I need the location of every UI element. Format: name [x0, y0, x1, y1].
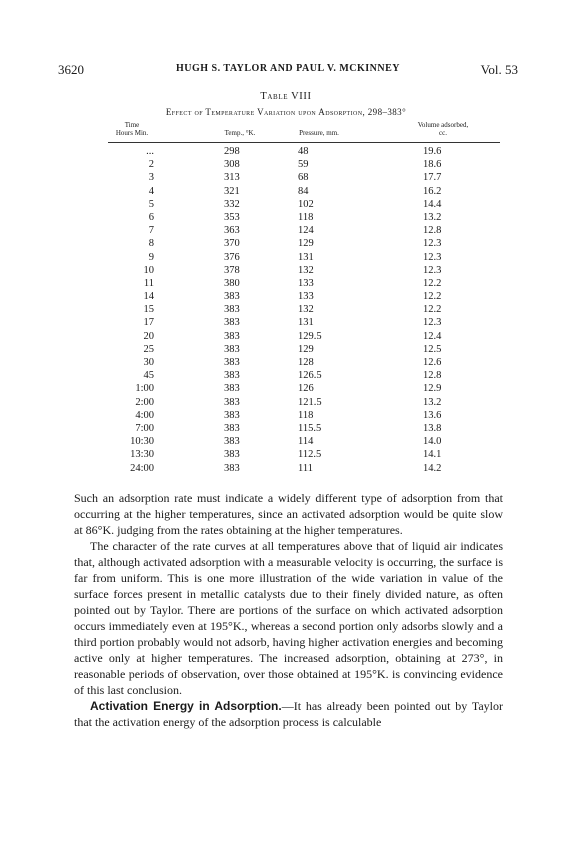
table-row	[0, 198, 572, 211]
volume-cell: 12.9	[423, 383, 442, 395]
table-row	[0, 409, 572, 422]
temp-cell: 308	[224, 159, 240, 171]
pressure-cell: 111	[298, 462, 313, 474]
table-row	[0, 462, 572, 475]
pressure-cell: 126.5	[298, 370, 322, 382]
table-row	[0, 211, 572, 224]
pressure-cell: 129	[298, 238, 314, 250]
temp-cell: 383	[224, 370, 240, 382]
table-row	[0, 145, 572, 158]
volume-cell: 12.8	[423, 370, 442, 382]
volume-cell: 12.3	[423, 264, 442, 276]
temp-cell: 376	[224, 251, 240, 263]
table-row	[0, 185, 572, 198]
pressure-cell: 114	[298, 436, 314, 448]
table-row	[0, 316, 572, 329]
temp-cell: 383	[224, 304, 240, 316]
table-row	[0, 330, 572, 343]
pressure-cell: 129	[298, 343, 314, 355]
time-cell: 3	[148, 172, 154, 184]
time-cell: 10	[143, 264, 154, 276]
temp-cell: 321	[224, 185, 240, 197]
temp-cell: 383	[224, 422, 240, 434]
volume-cell: 12.4	[423, 330, 442, 342]
volume-cell: 16.2	[423, 185, 442, 197]
volume-cell: 12.8	[423, 225, 442, 237]
table-row	[0, 303, 572, 316]
column-header-temp: Temp., °K.	[224, 129, 256, 137]
table-row	[0, 382, 572, 395]
table-row	[0, 396, 572, 409]
pressure-cell: 133	[298, 291, 314, 303]
time-cell: 6	[148, 211, 154, 223]
pressure-cell: 132	[298, 304, 314, 316]
table-row	[0, 251, 572, 264]
paragraph-3-text: —It has already been pointed out by Taylor that the activation energy of the adsorption process is calculable	[74, 699, 504, 729]
time-cell: 9	[148, 251, 154, 263]
running-head-authors: HUGH S. TAYLOR AND PAUL V. MCKINNEY	[175, 63, 401, 74]
column-header-volume	[388, 121, 498, 137]
table-row	[0, 369, 572, 382]
temp-cell: 370	[224, 238, 240, 250]
volume-cell: 12.2	[423, 291, 442, 303]
table-label: Table VIII	[260, 91, 312, 102]
paragraph-1: Such an adsorption rate must indicate a widely different type of adsorption from that occurring at the higher temperatures, since an activated adsorption would be quite slow at 86°K. judging from the rates obtaining at the higher temperatures.	[74, 491, 503, 537]
time-cell: 11	[143, 277, 154, 289]
time-cell: ...	[146, 146, 154, 157]
table-row	[0, 224, 572, 237]
temp-cell: 383	[224, 383, 240, 395]
column-header-time-line2: Hours Min.	[115, 129, 149, 137]
pressure-cell: 84	[298, 185, 309, 197]
temp-cell: 363	[224, 225, 240, 237]
volume-cell: 18.6	[423, 159, 442, 171]
time-cell: 7:00	[135, 422, 154, 434]
time-cell: 15	[143, 304, 154, 316]
table-row	[0, 356, 572, 369]
table-row	[0, 448, 572, 461]
volume-cell: 12.2	[423, 277, 442, 289]
temp-cell: 383	[224, 317, 240, 329]
temp-cell: 383	[224, 330, 240, 342]
volume-cell: 14.0	[423, 436, 442, 448]
column-header-time-line1: Time	[124, 121, 140, 129]
pressure-cell: 129.5	[298, 330, 322, 342]
table-row	[0, 277, 572, 290]
volume-cell: 12.3	[423, 317, 442, 329]
temp-cell: 378	[224, 264, 240, 276]
time-cell: 30	[143, 357, 154, 368]
time-cell: 8	[148, 238, 154, 250]
time-cell: 10:30	[130, 436, 154, 448]
pressure-cell: 121.5	[298, 396, 322, 408]
pressure-cell: 59	[298, 159, 309, 171]
table-row	[0, 158, 572, 171]
table-row	[0, 422, 572, 435]
time-cell: 2	[148, 159, 154, 171]
table-row	[0, 171, 572, 184]
column-header-time	[104, 121, 160, 137]
pressure-cell: 124	[298, 225, 314, 237]
pressure-cell: 131	[298, 317, 314, 329]
time-cell: 25	[143, 343, 154, 355]
volume-number: Vol. 53	[480, 62, 518, 77]
column-header-volume-line2: cc.	[439, 129, 447, 137]
table-row	[0, 290, 572, 303]
volume-cell: 19.6	[423, 146, 442, 157]
time-cell: 1:00	[135, 383, 154, 395]
temp-cell: 332	[224, 198, 240, 210]
time-cell: 2:00	[135, 396, 154, 408]
pressure-cell: 118	[298, 211, 314, 223]
column-header-pressure: Pressure, mm.	[299, 129, 339, 137]
temp-cell: 383	[224, 449, 240, 461]
table-row	[0, 264, 572, 277]
volume-cell: 12.6	[423, 357, 442, 368]
pressure-cell: 102	[298, 198, 314, 210]
temp-cell: 298	[224, 146, 240, 157]
volume-cell: 14.1	[423, 449, 442, 461]
temp-cell: 383	[224, 436, 240, 448]
temp-cell: 383	[224, 409, 240, 421]
time-cell: 4:00	[135, 409, 154, 421]
temp-cell: 383	[224, 343, 240, 355]
temp-cell: 353	[224, 211, 240, 223]
volume-cell: 13.2	[423, 211, 442, 223]
time-cell: 45	[143, 370, 154, 382]
temp-cell: 380	[224, 277, 240, 289]
body-text	[74, 490, 503, 730]
table-row	[0, 237, 572, 250]
pressure-cell: 126	[298, 383, 314, 395]
pressure-cell: 131	[298, 251, 314, 263]
volume-cell: 13.2	[423, 396, 442, 408]
volume-cell: 12.3	[423, 238, 442, 250]
table-row	[0, 343, 572, 356]
volume-cell: 12.3	[423, 251, 442, 263]
volume-cell: 14.4	[423, 198, 442, 210]
time-cell: 7	[148, 225, 154, 237]
paragraph-3	[74, 698, 503, 730]
running-head	[58, 62, 518, 78]
table-caption: Effect of Temperature Variation upon Adsorption, 298–383°	[165, 107, 407, 117]
time-cell: 13:30	[130, 449, 154, 461]
paragraph-2: The character of the rate curves at all temperatures above that of liquid air indicates that, although activated adsorption with a measurable velocity is occurring, the surface is far from uniform. This is one more illustration of the wide variation in value of the surface forces present in metallic catalysts due to their finely divided nature, as often pointed out by Taylor. There are portions of the surface on which activated adsorption occurs immediately even at 195°K., whereas a second portion only adsorbs slowly and a third portion probably would not adsorb, having higher activation energies and becoming active only at higher temperatures. The increased adsorption, obtaining at 273°, in reasonable periods of observation, over those obtained at 195°K. is convincing evidence of this last conclusion.	[74, 539, 503, 697]
time-cell: 17	[143, 317, 154, 329]
time-cell: 14	[143, 291, 154, 303]
time-cell: 24:00	[130, 462, 154, 474]
pressure-cell: 68	[298, 172, 309, 184]
pressure-cell: 128	[298, 357, 314, 368]
temp-cell: 383	[224, 462, 240, 474]
time-cell: 4	[148, 185, 154, 197]
volume-cell: 12.5	[423, 343, 442, 355]
table-body	[0, 145, 572, 475]
table-row	[0, 435, 572, 448]
time-cell: 5	[148, 198, 154, 210]
volume-cell: 13.8	[423, 422, 442, 434]
temp-cell: 383	[224, 291, 240, 303]
pressure-cell: 132	[298, 264, 314, 276]
pressure-cell: 118	[298, 409, 314, 421]
pressure-cell: 115.5	[298, 422, 322, 434]
section-heading: Activation Energy in Adsorption.	[90, 699, 282, 713]
volume-cell: 17.7	[423, 172, 442, 184]
header-rule	[108, 142, 500, 143]
column-header-volume-line1: Volume adsorbed,	[417, 121, 469, 129]
pressure-cell: 133	[298, 277, 314, 289]
temp-cell: 383	[224, 357, 240, 368]
time-cell: 20	[143, 330, 154, 342]
volume-cell: 12.2	[423, 304, 442, 316]
pressure-cell: 112.5	[298, 449, 322, 461]
temp-cell: 383	[224, 396, 240, 408]
page-number: 3620	[58, 62, 84, 77]
volume-cell: 14.2	[423, 462, 442, 474]
pressure-cell: 48	[298, 146, 309, 157]
temp-cell: 313	[224, 172, 240, 184]
volume-cell: 13.6	[423, 409, 442, 421]
